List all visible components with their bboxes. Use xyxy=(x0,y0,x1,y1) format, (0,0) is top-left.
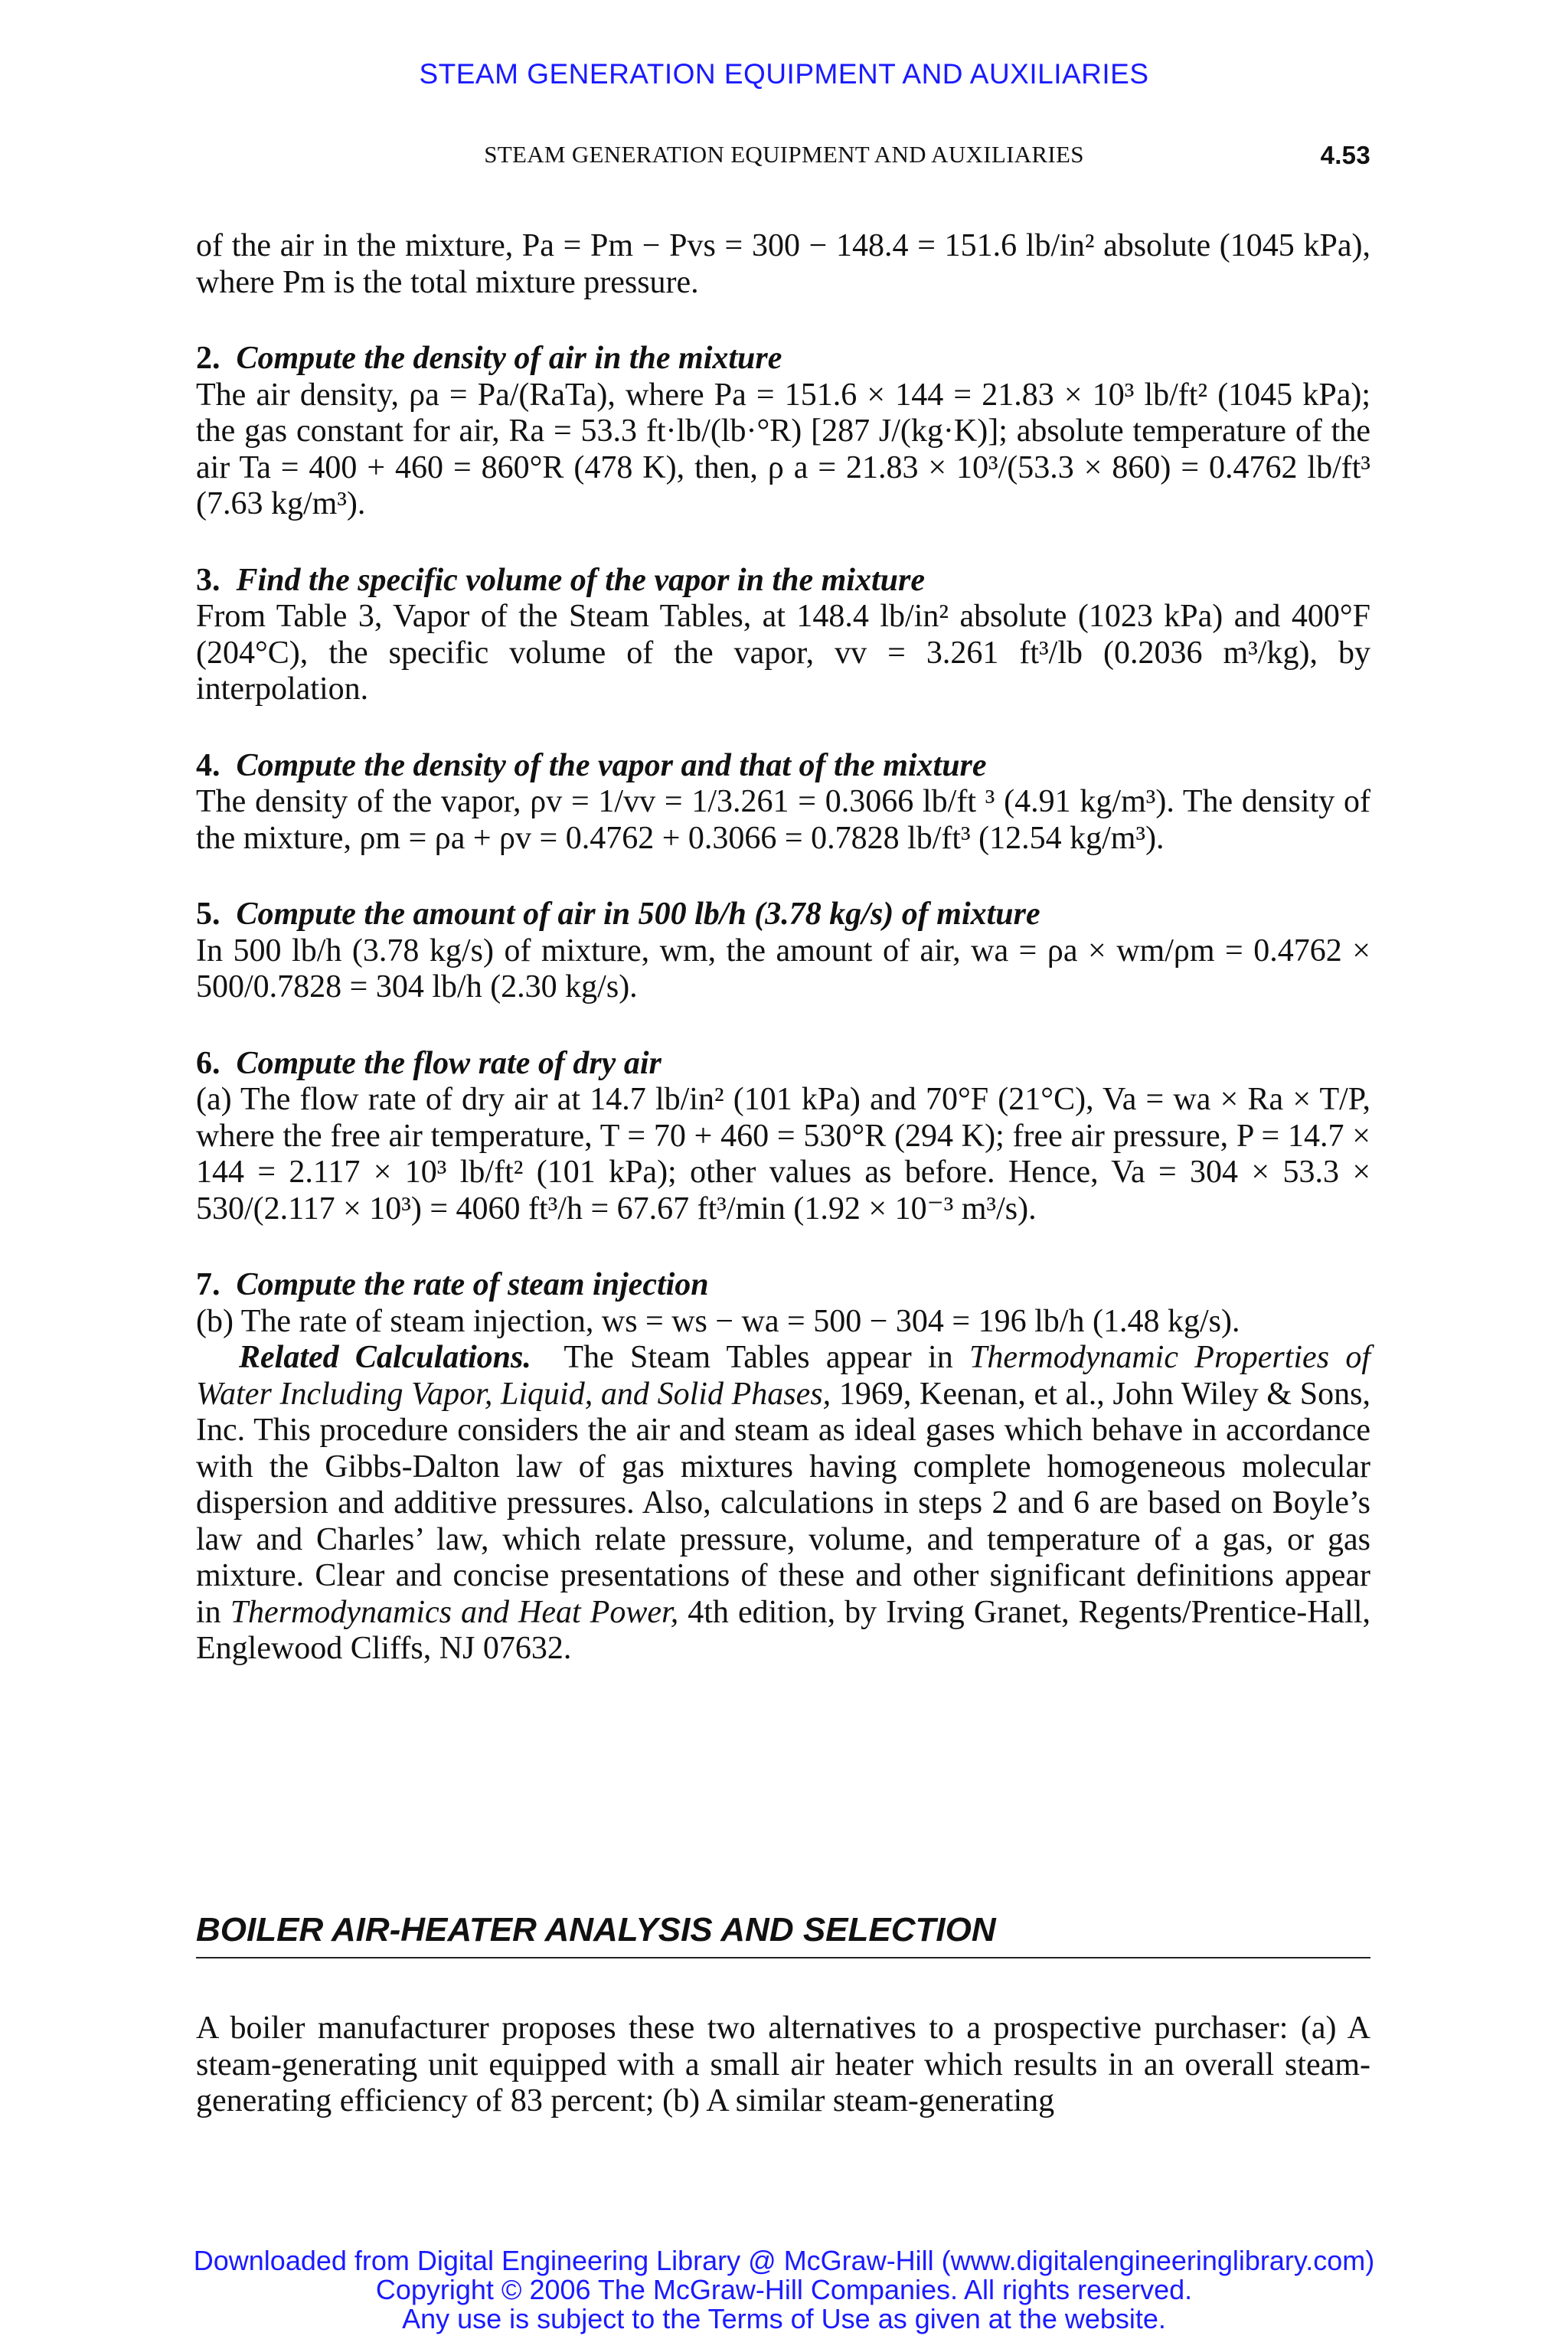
related-text-2: 1969, Keenan, et al., John Wiley & Sons, Inc. This procedure considers the air and steam as ideal gases which behave in accordance with the Gibbs-Dalton law of gas mixtures having complete homogeneous molecular dispersion and additive pressures. Also, calculations in steps 2 and 6 are based on Boyle’s law and Charles’ law, which relate pressure, volume, and temperature of a gas, or gas mixture. Clear and concise presentations of these and other significant definitions appear in xyxy=(196,1376,1370,1630)
step-number: 4. xyxy=(196,747,220,783)
related-calculations-label: Related Calculations. xyxy=(239,1340,531,1375)
related-calculations-paragraph xyxy=(196,1340,1370,1668)
step-5-body: In 500 lb/h (3.78 kg/s) of mixture, wm, the amount of air, wa = ρa × wm/ρm = 0.4762 × 500/0.7828 = 304 lb/h (2.30 kg/s). xyxy=(196,933,1370,1004)
step-4-heading xyxy=(196,748,1370,785)
related-text-1: The Steam Tables appear in xyxy=(564,1340,953,1375)
download-link[interactable]: Downloaded from Digital Engineering Library @ McGraw-Hill (www.digitalengineeringlibrary.com) xyxy=(193,2245,1375,2276)
step-title: Compute the flow rate of dry air xyxy=(236,1045,662,1081)
page-number: 4.53 xyxy=(1320,141,1370,169)
step-6-body: (a) The flow rate of dry air at 14.7 lb/in² (101 kPa) and 70°F (21°C), Va = wa × Ra × T/P, where the free air temperature, T = 70 + 460 = 530°R (294 K); free air pressure, P = 14.7 × 144 = 2.117 × 10³ lb/ft² (101 kPa); other values as before. Hence, Va = 304 × 53.3 × 530/(2.117 × 10³) = 4060 ft³/h = 67.67 ft³/min (1.92 × 10⁻³ m³/s). xyxy=(196,1082,1370,1227)
step-number: 2. xyxy=(196,341,220,376)
running-head-title: STEAM GENERATION EQUIPMENT AND AUXILIARIES xyxy=(484,141,1084,168)
step-title: Find the specific volume of the vapor in the mixture xyxy=(236,562,925,598)
step-7-body: (b) The rate of steam injection, ws = ws − wa = 500 − 304 = 196 lb/h (1.48 kg/s). xyxy=(196,1303,1240,1339)
main-text-column xyxy=(196,228,1370,1668)
step-title: Compute the amount of air in 500 lb/h (3.78 kg/s) of mixture xyxy=(236,897,1040,932)
book-title-2: Thermodynamics and Heat Power, xyxy=(230,1594,679,1630)
step-3-heading xyxy=(196,563,1370,599)
step-2-body: The air density, ρa = Pa/(RaTa), where Pa = 151.6 × 144 = 21.83 × 10³ lb/ft² (1045 kPa); the gas constant for air, Ra = 53.3 ft·lb/(lb·°R) [287 J/(kg·K)]; absolute temperature of the air Ta = 400 + 460 = 860°R (478 K), then, ρ a = 21.83 × 10³/(53.3 × 860) = 0.4762 lb/ft³ (7.63 kg/m³). xyxy=(196,377,1370,521)
step-6-heading xyxy=(196,1046,1370,1083)
terms-line: Any use is subject to the Terms of Use as given at the website. xyxy=(402,2303,1166,2334)
top-banner: STEAM GENERATION EQUIPMENT AND AUXILIARIES xyxy=(419,58,1149,90)
step-7-heading xyxy=(196,1267,1370,1304)
step-3-body: From Table 3, Vapor of the Steam Tables, at 148.4 lb/in² absolute (1023 kPa) and 400°F (204°C), the specific volume of the vapor, vv = 3.261 ft³/lb (0.2036 m³/kg), by interpolation. xyxy=(196,599,1370,707)
section-title: BOILER AIR-HEATER ANALYSIS AND SELECTION xyxy=(196,1911,1370,1958)
step-title: Compute the density of air in the mixture xyxy=(236,341,782,376)
step-title: Compute the density of the vapor and that of the mixture xyxy=(236,747,987,783)
intro-paragraph: of the air in the mixture, Pa = Pm − Pvs = 300 − 148.4 = 151.6 lb/in² absolute (1045 kPa), where Pm is the total mixture pressure. xyxy=(196,228,1370,300)
step-title: Compute the rate of steam injection xyxy=(236,1267,709,1302)
step-2-heading xyxy=(196,341,1370,377)
step-number: 3. xyxy=(196,562,220,598)
section-intro-text: A boiler manufacturer proposes these two alternatives to a prospective purchaser: (a) A steam-generating unit equipped with a small air heater which results in an overall steam-generating efficiency of 83 percent; (b) A similar steam-generating xyxy=(196,2011,1370,2118)
step-number: 7. xyxy=(196,1267,220,1302)
step-number: 6. xyxy=(196,1045,220,1081)
section-intro xyxy=(196,2011,1370,2120)
book-title-1: Thermodynamic Properties of Water Including Vapor, Liquid, and Solid Phases, xyxy=(196,1340,1371,1412)
related-text-3: 4th edition, by Irving Granet, Regents/Prentice-Hall, Englewood Cliffs, NJ 07632. xyxy=(196,1594,1371,1666)
copyright-line: Copyright © 2006 The McGraw-Hill Companies. All rights reserved. xyxy=(375,2274,1193,2305)
footer xyxy=(0,2246,1568,2334)
step-4-body: The density of the vapor, ρv = 1/vv = 1/3.261 = 0.3066 lb/ft ³ (4.91 kg/m³). The density of the mixture, ρm = ρa + ρv = 0.4762 + 0.3066 = 0.7828 lb/ft³ (12.54 kg/m³). xyxy=(196,784,1370,856)
step-number: 5. xyxy=(196,897,220,932)
step-5-heading xyxy=(196,897,1370,933)
